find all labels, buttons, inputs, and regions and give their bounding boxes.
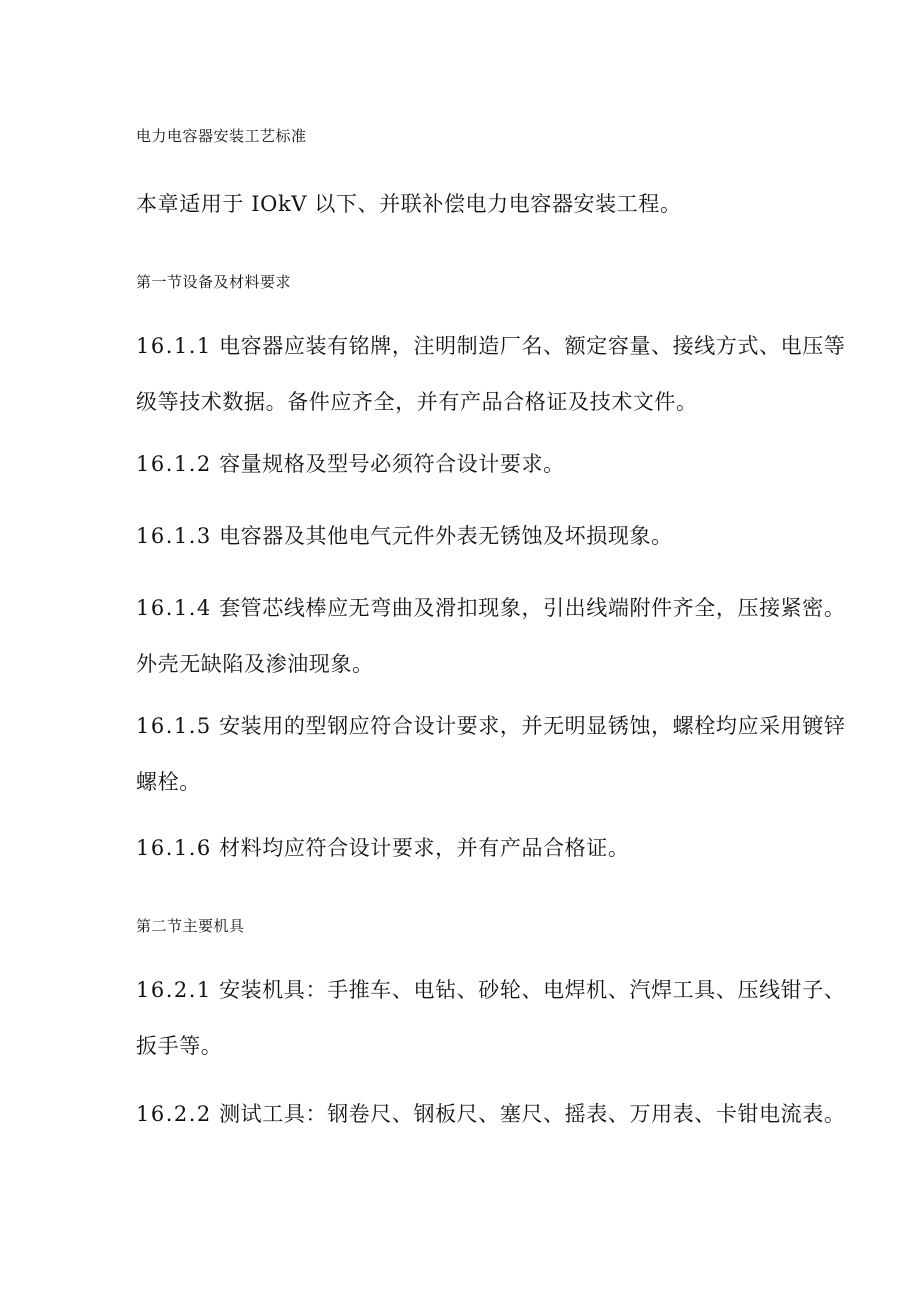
- clause-number: 16.1.4: [136, 596, 212, 620]
- clause-line: [136, 318, 846, 374]
- clause-number: 16.1.5: [136, 714, 212, 738]
- clause-text: 测试工具：钢卷尺、钢板尺、塞尺、摇表、万用表、卡钳电流表。: [219, 1102, 846, 1126]
- clause-line: [136, 698, 846, 754]
- clause-text-continued: 螺栓。: [136, 770, 201, 794]
- clause-number: 16.1.1: [136, 334, 212, 358]
- clause-16-1-1: [136, 318, 846, 430]
- clause-16-2-1: [136, 962, 846, 1074]
- clause-number: 16.1.2: [136, 452, 212, 476]
- clause-text: 安装机具：手推车、电钻、砂轮、电焊机、汽焊工具、压线钳子、: [219, 978, 846, 1002]
- clause-number: 16.1.6: [136, 836, 212, 860]
- clause-16-1-5: [136, 698, 846, 810]
- clause-text: 电容器及其他电气元件外表无锈蚀及坏损现象。: [219, 524, 673, 548]
- clause-text: 电容器应装有铭牌，注明制造厂名、额定容量、接线方式、电压等: [219, 334, 846, 358]
- clause-text-continued: 级等技术数据。备件应齐全，并有产品合格证及技术文件。: [136, 390, 698, 414]
- intro-text: 本章适用于 IOkV 以下、并联补偿电力电容器安装工程。: [136, 192, 682, 216]
- clause-16-1-2: [136, 436, 796, 492]
- clause-line: [136, 962, 846, 1018]
- clause-16-2-2: [136, 1086, 846, 1142]
- clause-text-continued: 外壳无缺陷及渗油现象。: [136, 652, 374, 676]
- clause-text: 容量规格及型号必须符合设计要求。: [219, 452, 565, 476]
- clause-16-1-3: [136, 508, 796, 564]
- clause-text: 安装用的型钢应符合设计要求，并无明显锈蚀，螺栓均应采用镀锌: [219, 714, 846, 738]
- clause-number: 16.2.1: [136, 978, 212, 1002]
- clause-line: [136, 820, 796, 876]
- clause-line: [136, 580, 846, 636]
- document-title: 电力电容器安装工艺标准: [136, 127, 307, 145]
- clause-line: [136, 508, 796, 564]
- section-heading-equipment: 第一节设备及材料要求: [136, 273, 292, 291]
- clause-16-1-4: [136, 580, 846, 692]
- clause-number: 16.1.3: [136, 524, 212, 548]
- clause-text-continued: 扳手等。: [136, 1034, 223, 1058]
- clause-text: 套管芯线棒应无弯曲及滑扣现象，引出线端附件齐全，压接紧密。: [219, 596, 846, 620]
- clause-16-1-6: [136, 820, 796, 876]
- section-heading-tools: 第二节主要机具: [136, 917, 245, 935]
- clause-line: [136, 1086, 846, 1142]
- clause-line: [136, 436, 796, 492]
- intro-paragraph: [136, 176, 796, 232]
- clause-number: 16.2.2: [136, 1102, 212, 1126]
- clause-text: 材料均应符合设计要求，并有产品合格证。: [219, 836, 630, 860]
